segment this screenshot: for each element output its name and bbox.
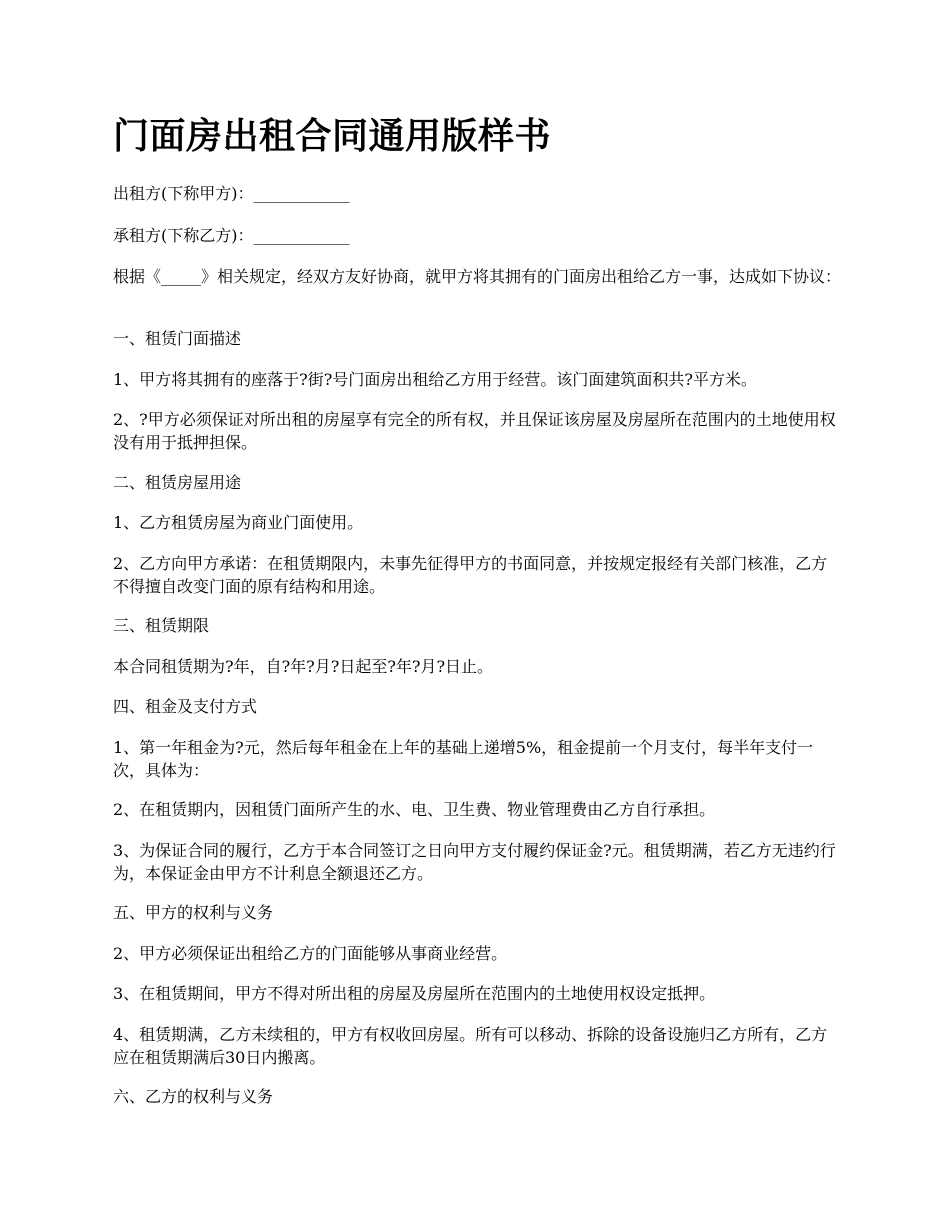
clause-4-3: 3、为保证合同的履行，乙方于本合同签订之日向甲方支付履约保证金?元。租赁期满，若乙方无违约行为，本保证金由甲方不计利息全额退还乙方。 — [113, 841, 836, 883]
clause-1-1: 1、甲方将其拥有的座落于?街?号门面房出租给乙方用于经营。该门面建筑面积共?平方米。 — [113, 370, 757, 389]
section-heading-6: 六、乙方的权利与义务 — [113, 1087, 274, 1106]
party-b-line: 承租方(下称乙方)：____________ — [113, 226, 350, 245]
clause-2-2: 2、乙方向甲方承诺：在租赁期限内，未事先征得甲方的书面同意，并按规定报经有关部门核准，乙方不得擅自改变门面的原有结构和用途。 — [113, 554, 828, 596]
clause-4-1: 1、第一年租金为?元，然后每年租金在上年的基础上递增5%，租金提前一个月支付，每半年支付一次，具体为： — [113, 738, 814, 780]
clause-4-2: 2、在租赁期内，因租赁门面所产生的水、电、卫生费、物业管理费由乙方自行承担。 — [113, 800, 716, 819]
preamble-paragraph: 根据《_____》相关规定，经双方友好协商，就甲方将其拥有的门面房出租给乙方一事，达成如下协议： — [113, 267, 842, 286]
section-heading-5: 五、甲方的权利与义务 — [113, 903, 274, 922]
clause-1-2: 2、?甲方必须保证对所出租的房屋享有完全的所有权，并且保证该房屋及房屋所在范围内的土地使用权没有用于抵押担保。 — [113, 410, 836, 452]
clause-5-3: 3、在租赁期间，甲方不得对所出租的房屋及房屋所在范围内的土地使用权设定抵押。 — [113, 984, 716, 1003]
section-heading-1: 一、租赁门面描述 — [113, 329, 242, 348]
party-a-line: 出租方(下称甲方)：____________ — [113, 184, 350, 203]
section-heading-3: 三、租赁期限 — [113, 616, 210, 635]
section-heading-4: 四、租金及支付方式 — [113, 697, 258, 716]
clause-5-2: 2、甲方必须保证出租给乙方的门面能够从事商业经营。 — [113, 944, 508, 963]
clause-5-4: 4、租赁期满，乙方未续租的，甲方有权收回房屋。所有可以移动、拆除的设备设施归乙方所有，乙方应在租赁期满后30日内搬离。 — [113, 1025, 828, 1067]
clause-2-1: 1、乙方租赁房屋为商业门面使用。 — [113, 513, 364, 532]
clause-3: 本合同租赁期为?年，自?年?月?日起至?年?月?日止。 — [113, 657, 494, 676]
document-title: 门面房出租合同通用版样书 — [113, 116, 552, 157]
section-heading-2: 二、租赁房屋用途 — [113, 473, 242, 492]
